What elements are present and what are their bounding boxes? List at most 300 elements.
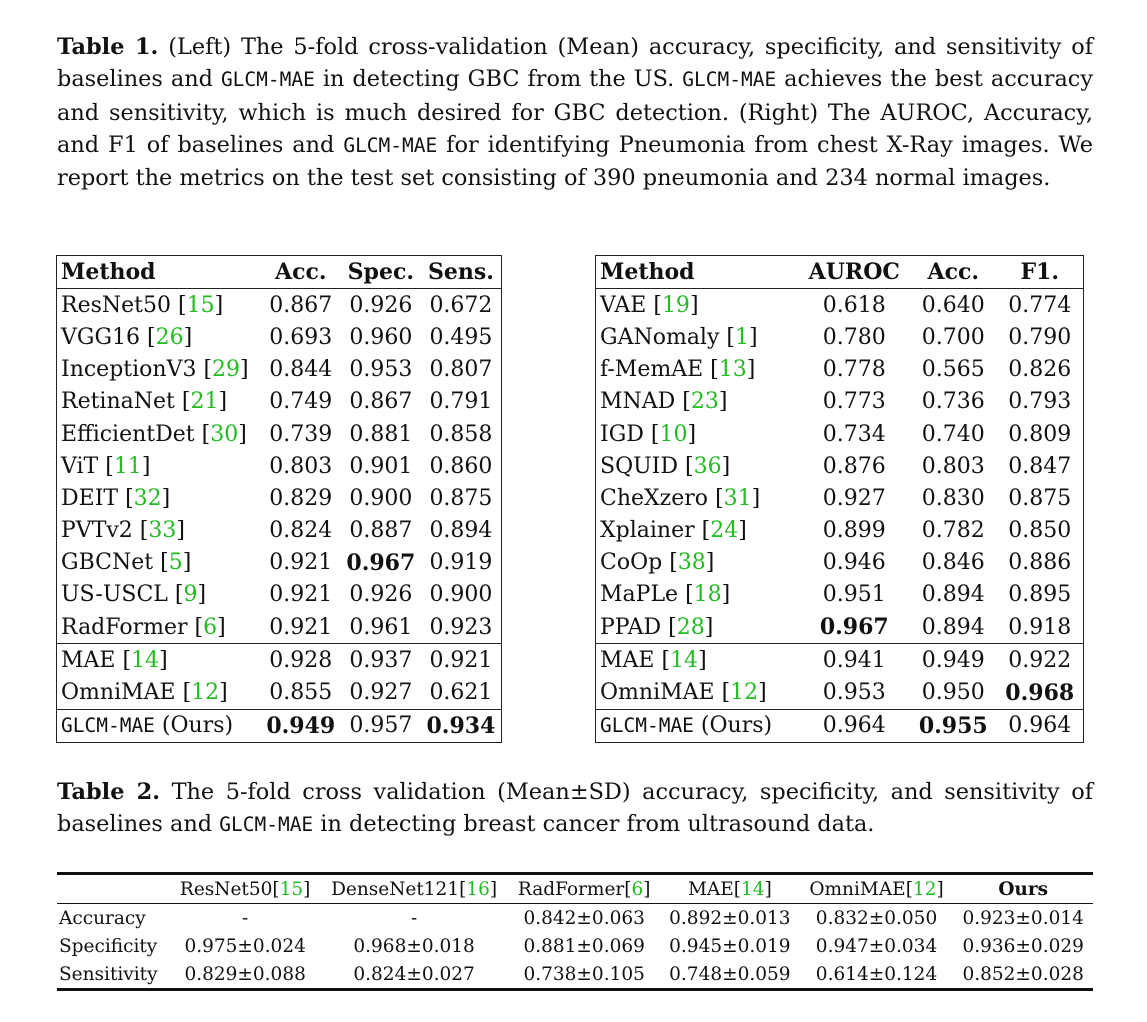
value-cell: 0.867 [349,389,413,415]
method-cell [596,547,799,579]
value-cell: 0.921 [269,614,333,640]
method-cell [57,418,261,450]
column-header: F1. [996,256,1083,289]
value-cell: 0.927 [822,485,886,511]
column-header [660,874,800,904]
value-cell: 0.921 [421,644,502,677]
value-cell: 0.846 [921,550,985,576]
column-name: Ours [998,878,1049,900]
citation-link[interactable]: 24 [710,518,739,544]
column-header: Method [596,256,799,289]
value-cell: 0.936±0.029 [962,935,1084,957]
citation-bracket: [ [650,421,660,447]
citation-bracket: ] [238,421,247,447]
value-cell: 0.968±0.018 [353,935,475,957]
method-name: PVTv2 [61,518,140,544]
citation-bracket: ] [141,453,151,479]
table2-caption-label: Table 2. [57,779,161,805]
table-row [57,644,502,677]
citation-bracket: ] [240,357,249,383]
citation-bracket: [ [182,680,192,706]
value-cell: 0.829±0.088 [170,960,319,990]
value-cell: 0.886 [1008,550,1072,576]
citation-bracket: [ [668,614,677,640]
value-cell: 0.773 [822,389,886,415]
value-cell: 0.928 [261,644,341,677]
table-row [596,418,1084,450]
column-header: AUROC [799,256,911,289]
value-cell: 0.791 [429,389,493,415]
value-cell: 0.923±0.014 [962,907,1084,929]
citation-bracket: [ [125,485,134,511]
table2-caption-text: The 5-fold cross validation (Mean±SD) accuracy, specificity, and sensitivity of baselines and [57,779,1094,838]
citation-link[interactable]: 14 [741,878,765,900]
citation-bracket: [ [272,878,280,900]
citation-link[interactable]: 9 [183,582,198,608]
citation-bracket: [ [726,324,735,350]
table-row [57,289,502,322]
citation-link[interactable]: 28 [676,614,705,640]
citation-link[interactable]: 21 [190,389,219,415]
citation-link[interactable]: 6 [203,614,218,640]
method-name: ResNet50 [61,292,178,318]
citation-bracket: [ [701,518,711,544]
method-cell [57,644,261,677]
table1-left [56,255,502,743]
citation-link[interactable]: 31 [723,485,752,511]
method-cell [596,354,799,386]
value-cell: 0.672 [429,292,493,318]
citation-link[interactable]: 11 [113,453,142,479]
citation-bracket: [ [459,878,467,900]
table-row [596,321,1084,353]
method-name: InceptionV3 [61,357,204,383]
citation-link[interactable]: 12 [191,680,220,706]
column-name: MAE [687,878,734,900]
table-row [596,482,1084,514]
value-cell: - [242,907,249,929]
citation-link[interactable]: 29 [212,357,241,383]
value-cell: 0.618 [822,292,886,318]
value-cell: 0.957 [341,709,421,742]
value-cell: 0.961 [349,614,413,640]
value-cell: 0.892±0.013 [669,907,791,929]
value-cell: 0.921 [269,582,333,608]
table-row [57,932,1093,960]
value-cell: 0.830 [921,485,985,511]
value-cell: 0.842±0.063 [523,907,645,929]
value-cell: 0.875 [1008,485,1072,511]
value-cell: 0.941 [799,644,911,677]
citation-link[interactable]: 23 [690,389,719,415]
method-name: PPAD [600,614,669,640]
citation-link[interactable]: 12 [730,680,759,706]
value-cell: 0.960 [349,324,413,350]
value-cell: 0.934 [421,709,502,742]
citation-bracket: ] [721,582,731,608]
value-cell: 0.899 [822,518,886,544]
table1-caption-text: in detecting GBC from the US. [314,66,683,93]
citation-bracket: [ [122,647,132,673]
value-cell: 0.951 [822,582,886,608]
citation-link[interactable]: 18 [693,582,722,608]
citation-link[interactable]: 14 [131,647,160,673]
method-name: Xplainer [600,518,702,544]
table-row [57,960,1093,990]
citation-link[interactable]: 14 [670,647,699,673]
method-name: MaPLe [600,582,686,608]
citation-link[interactable]: 38 [677,550,706,576]
method-name: OmniMAE [600,680,722,706]
value-cell: 0.829 [269,485,333,511]
table1-caption [57,31,1093,194]
value-cell: 0.921 [269,550,333,576]
citation-bracket: [ [139,518,149,544]
value-cell: 0.894 [429,518,493,544]
citation-bracket: [ [682,389,691,415]
method-name: CheXzero [600,485,716,511]
citation-link[interactable]: 36 [693,453,722,479]
table-row [57,579,502,611]
citation-bracket: ] [764,878,772,900]
table-row [596,354,1084,386]
table-row [57,386,502,418]
column-header [953,874,1093,904]
value-cell: 0.876 [822,453,886,479]
table-row [57,904,1093,933]
value-cell: 0.967 [346,549,416,576]
table2-caption-text: in detecting breast cancer from ultrasound data. [313,811,875,838]
table-row [596,386,1084,418]
citation-link[interactable]: 13 [718,357,747,383]
citation-bracket: ] [758,680,767,706]
citation-bracket: ] [749,324,758,350]
citation-link[interactable]: 30 [210,421,239,447]
value-cell: 0.748±0.059 [660,960,800,990]
method-name: MAE [61,647,123,673]
citation-bracket: ] [489,878,498,900]
citation-link[interactable]: 33 [148,518,177,544]
table-row [57,321,502,353]
citation-bracket: ] [219,680,228,706]
value-cell: 0.975±0.024 [184,935,306,957]
table-header-row [57,256,502,289]
value-cell: - [410,907,418,929]
method-cell [596,709,799,742]
method-name: OmniMAE [61,680,183,706]
citation-link[interactable]: 16 [466,878,490,900]
method-name: MAE [600,647,662,673]
citation-bracket: ] [687,421,697,447]
value-cell: 0.847 [1008,453,1072,479]
citation-link[interactable]: 19 [661,292,690,318]
column-name: ResNet50 [179,878,273,900]
method-name: US-USCL [61,582,175,608]
method-name: ViT [61,453,106,479]
value-cell: 0.922 [996,644,1083,677]
value-cell: 0.807 [429,357,493,383]
method-cell [57,354,261,386]
value-cell: 0.964 [996,709,1083,742]
table-row [596,644,1084,677]
citation-link[interactable]: 32 [133,485,162,511]
method-cell [57,482,261,514]
value-cell: 0.867 [269,292,333,318]
method-cell [57,386,261,418]
method-name-code: GLCM-MAE [600,714,694,738]
value-cell: 0.894 [921,614,985,640]
method-cell [57,450,261,482]
citation-bracket: ] [689,292,699,318]
value-cell: 0.832±0.050 [815,907,938,929]
value-cell: 0.803 [269,453,333,479]
table2-caption [57,776,1093,842]
citation-link[interactable]: 15 [279,878,304,900]
value-cell: 0.774 [1008,292,1072,318]
citation-bracket: ] [718,389,728,415]
value-cell: 0.901 [349,453,413,479]
citation-bracket: [ [715,485,724,511]
table1-caption-text: achieves the best accuracy and sensitivity, which is much desired for GBC detection. (Right) The AUROC, Accuracy, and F1 of baselines and [57,66,1093,158]
table-row [596,579,1084,611]
citation-bracket: ] [176,518,185,544]
value-cell: 0.919 [429,550,493,576]
citation-bracket: ] [183,324,193,350]
citation-bracket: ] [698,647,707,673]
citation-link[interactable]: 15 [186,292,215,318]
method-cell [596,418,799,450]
citation-bracket: ] [182,550,192,576]
value-cell: 0.793 [1008,389,1072,415]
citation-bracket: [ [653,292,662,318]
value-cell: 0.852±0.028 [953,960,1093,990]
table1-caption-label: Table 1. [57,34,159,60]
value-cell: 0.693 [269,324,333,350]
citation-bracket: [ [684,453,694,479]
table-row [57,418,502,450]
value-cell: 0.894 [921,582,985,608]
value-cell: 0.875 [429,485,493,511]
value-cell: 0.782 [921,518,985,544]
method-cell [596,676,799,709]
table-row [57,547,502,579]
method-cell [596,321,799,353]
value-cell: 0.734 [822,421,886,447]
citation-bracket: ] [303,878,311,900]
method-name-code: GLCM-MAE [219,813,314,837]
value-cell: 0.749 [269,389,333,415]
citation-bracket: ] [751,485,761,511]
table-row [57,611,502,644]
citation-bracket: ] [214,292,224,318]
value-cell: 0.855 [269,680,333,706]
citation-bracket: [ [710,357,719,383]
row-label: Specificity [59,935,158,957]
value-cell: 0.927 [349,680,413,706]
value-cell: 0.824±0.027 [320,960,508,990]
method-name-code: GLCM-MAE [343,133,438,157]
method-name: CoOp [600,550,670,576]
value-cell: 0.950 [921,680,985,706]
method-name: RadFormer [61,614,195,640]
value-cell: 0.937 [341,644,421,677]
value-cell: 0.895 [1008,582,1072,608]
method-cell [57,289,261,322]
value-cell: 0.881 [349,421,413,447]
method-cell [57,547,261,579]
citation-bracket: [ [905,878,913,900]
value-cell: 0.790 [1008,324,1072,350]
citation-bracket: ] [159,647,168,673]
method-cell [57,611,261,644]
value-cell: 0.946 [822,550,886,576]
value-cell: 0.945±0.019 [669,935,791,957]
row-label: Accuracy [59,907,146,929]
table-header-row [57,874,1093,904]
value-cell: 0.495 [429,324,493,350]
table-header-row [596,256,1084,289]
table-row [596,547,1084,579]
citation-bracket: [ [177,292,187,318]
citation-bracket: [ [733,878,742,900]
method-cell [596,386,799,418]
value-cell: 0.860 [429,453,493,479]
value-cell: 0.923 [429,614,493,640]
table-row [57,515,502,547]
value-cell: 0.900 [349,485,413,511]
value-cell: 0.858 [429,421,493,447]
method-name: GBCNet [61,550,161,576]
table-row [596,515,1084,547]
value-cell: 0.826 [1008,357,1072,383]
table-row [57,482,502,514]
citation-bracket: [ [181,389,191,415]
value-cell: 0.809 [1008,421,1072,447]
citation-bracket: [ [624,878,632,900]
column-header [800,874,954,904]
column-header-empty [57,874,170,904]
value-cell: 0.949 [910,644,996,677]
citation-bracket: [ [174,582,184,608]
column-header: Acc. [261,256,341,289]
value-cell: 0.736 [921,389,985,415]
method-cell [596,482,799,514]
table-row [57,450,502,482]
method-name: f-MemAE [600,357,711,383]
value-cell: 0.614±0.124 [800,960,954,990]
citation-bracket: [ [721,680,731,706]
table-row [596,676,1084,709]
value-cell: 0.740 [921,421,985,447]
method-cell [57,579,261,611]
citation-bracket: [ [147,324,156,350]
value-cell: 0.850 [1008,518,1072,544]
value-cell: 0.738±0.105 [508,960,660,990]
method-name-code: GLCM-MAE [61,714,155,738]
table-row [596,450,1084,482]
citation-bracket: [ [160,550,169,576]
table-row-ours [57,709,502,742]
method-name: EfficientDet [61,421,202,447]
value-cell: 0.881±0.069 [523,935,645,957]
row-label: Sensitivity [57,960,170,990]
table-row-ours [596,709,1084,742]
value-cell: 0.739 [269,421,333,447]
value-cell: 0.640 [921,292,985,318]
table-row [57,676,502,709]
citation-link[interactable]: 6 [631,878,644,900]
citation-bracket: [ [201,421,211,447]
table-row [596,611,1084,644]
column-name: RadFormer [517,878,625,900]
column-header [508,874,660,904]
citation-link[interactable]: 12 [912,878,937,900]
value-cell: 0.900 [429,582,493,608]
column-header: Acc. [910,256,996,289]
method-name: RetinaNet [61,389,182,415]
value-cell: 0.926 [349,292,413,318]
citation-bracket: ] [217,614,226,640]
citation-bracket: ] [197,582,207,608]
citation-bracket: [ [685,582,694,608]
citation-link[interactable]: 26 [155,324,184,350]
citation-bracket: ] [705,550,715,576]
method-name-code: GLCM-MAE [682,68,777,92]
method-name: SQUID [600,453,685,479]
table2 [57,872,1093,991]
column-header: Spec. [341,256,421,289]
citation-bracket: [ [105,453,114,479]
value-cell: 0.955 [910,709,996,742]
citation-bracket: ] [738,518,747,544]
value-cell: 0.967 [819,614,889,641]
method-cell [596,515,799,547]
citation-bracket: [ [203,357,213,383]
column-header [320,874,508,904]
method-cell [596,289,799,322]
method-cell [57,676,261,709]
citation-bracket: ] [746,357,756,383]
citation-link[interactable]: 10 [659,421,688,447]
value-cell: 0.964 [799,709,911,742]
citation-link[interactable]: 1 [735,324,749,350]
citation-bracket: [ [669,550,678,576]
citation-bracket: ] [161,485,171,511]
value-cell: 0.968 [1005,679,1075,706]
citation-link[interactable]: 5 [168,550,183,576]
citation-bracket: ] [721,453,731,479]
value-cell: 0.953 [349,357,413,383]
value-cell: 0.621 [429,680,493,706]
table-row [596,289,1084,322]
method-cell [596,450,799,482]
table1-caption-text: for identifying Pneumonia from chest X-Ray images. We report the metrics on the test set consisting of 390 pneumonia and 234 normal images. [57,131,1093,192]
column-name: DenseNet121 [331,878,460,900]
table1-caption-text: (Left) The 5-fold cross-validation (Mean) accuracy, specificity, and sensitivity of baselines and [57,34,1094,93]
column-header: Method [57,256,261,289]
method-name: GANomaly [600,324,727,350]
column-header [170,874,319,904]
method-name-code: GLCM-MAE [220,68,315,92]
citation-bracket: ] [218,389,228,415]
value-cell: 0.887 [349,518,413,544]
method-cell [596,579,799,611]
value-cell: 0.700 [921,324,985,350]
table-row [57,354,502,386]
citation-bracket: [ [661,647,671,673]
table1-right [595,255,1084,743]
value-cell: 0.824 [269,518,333,544]
